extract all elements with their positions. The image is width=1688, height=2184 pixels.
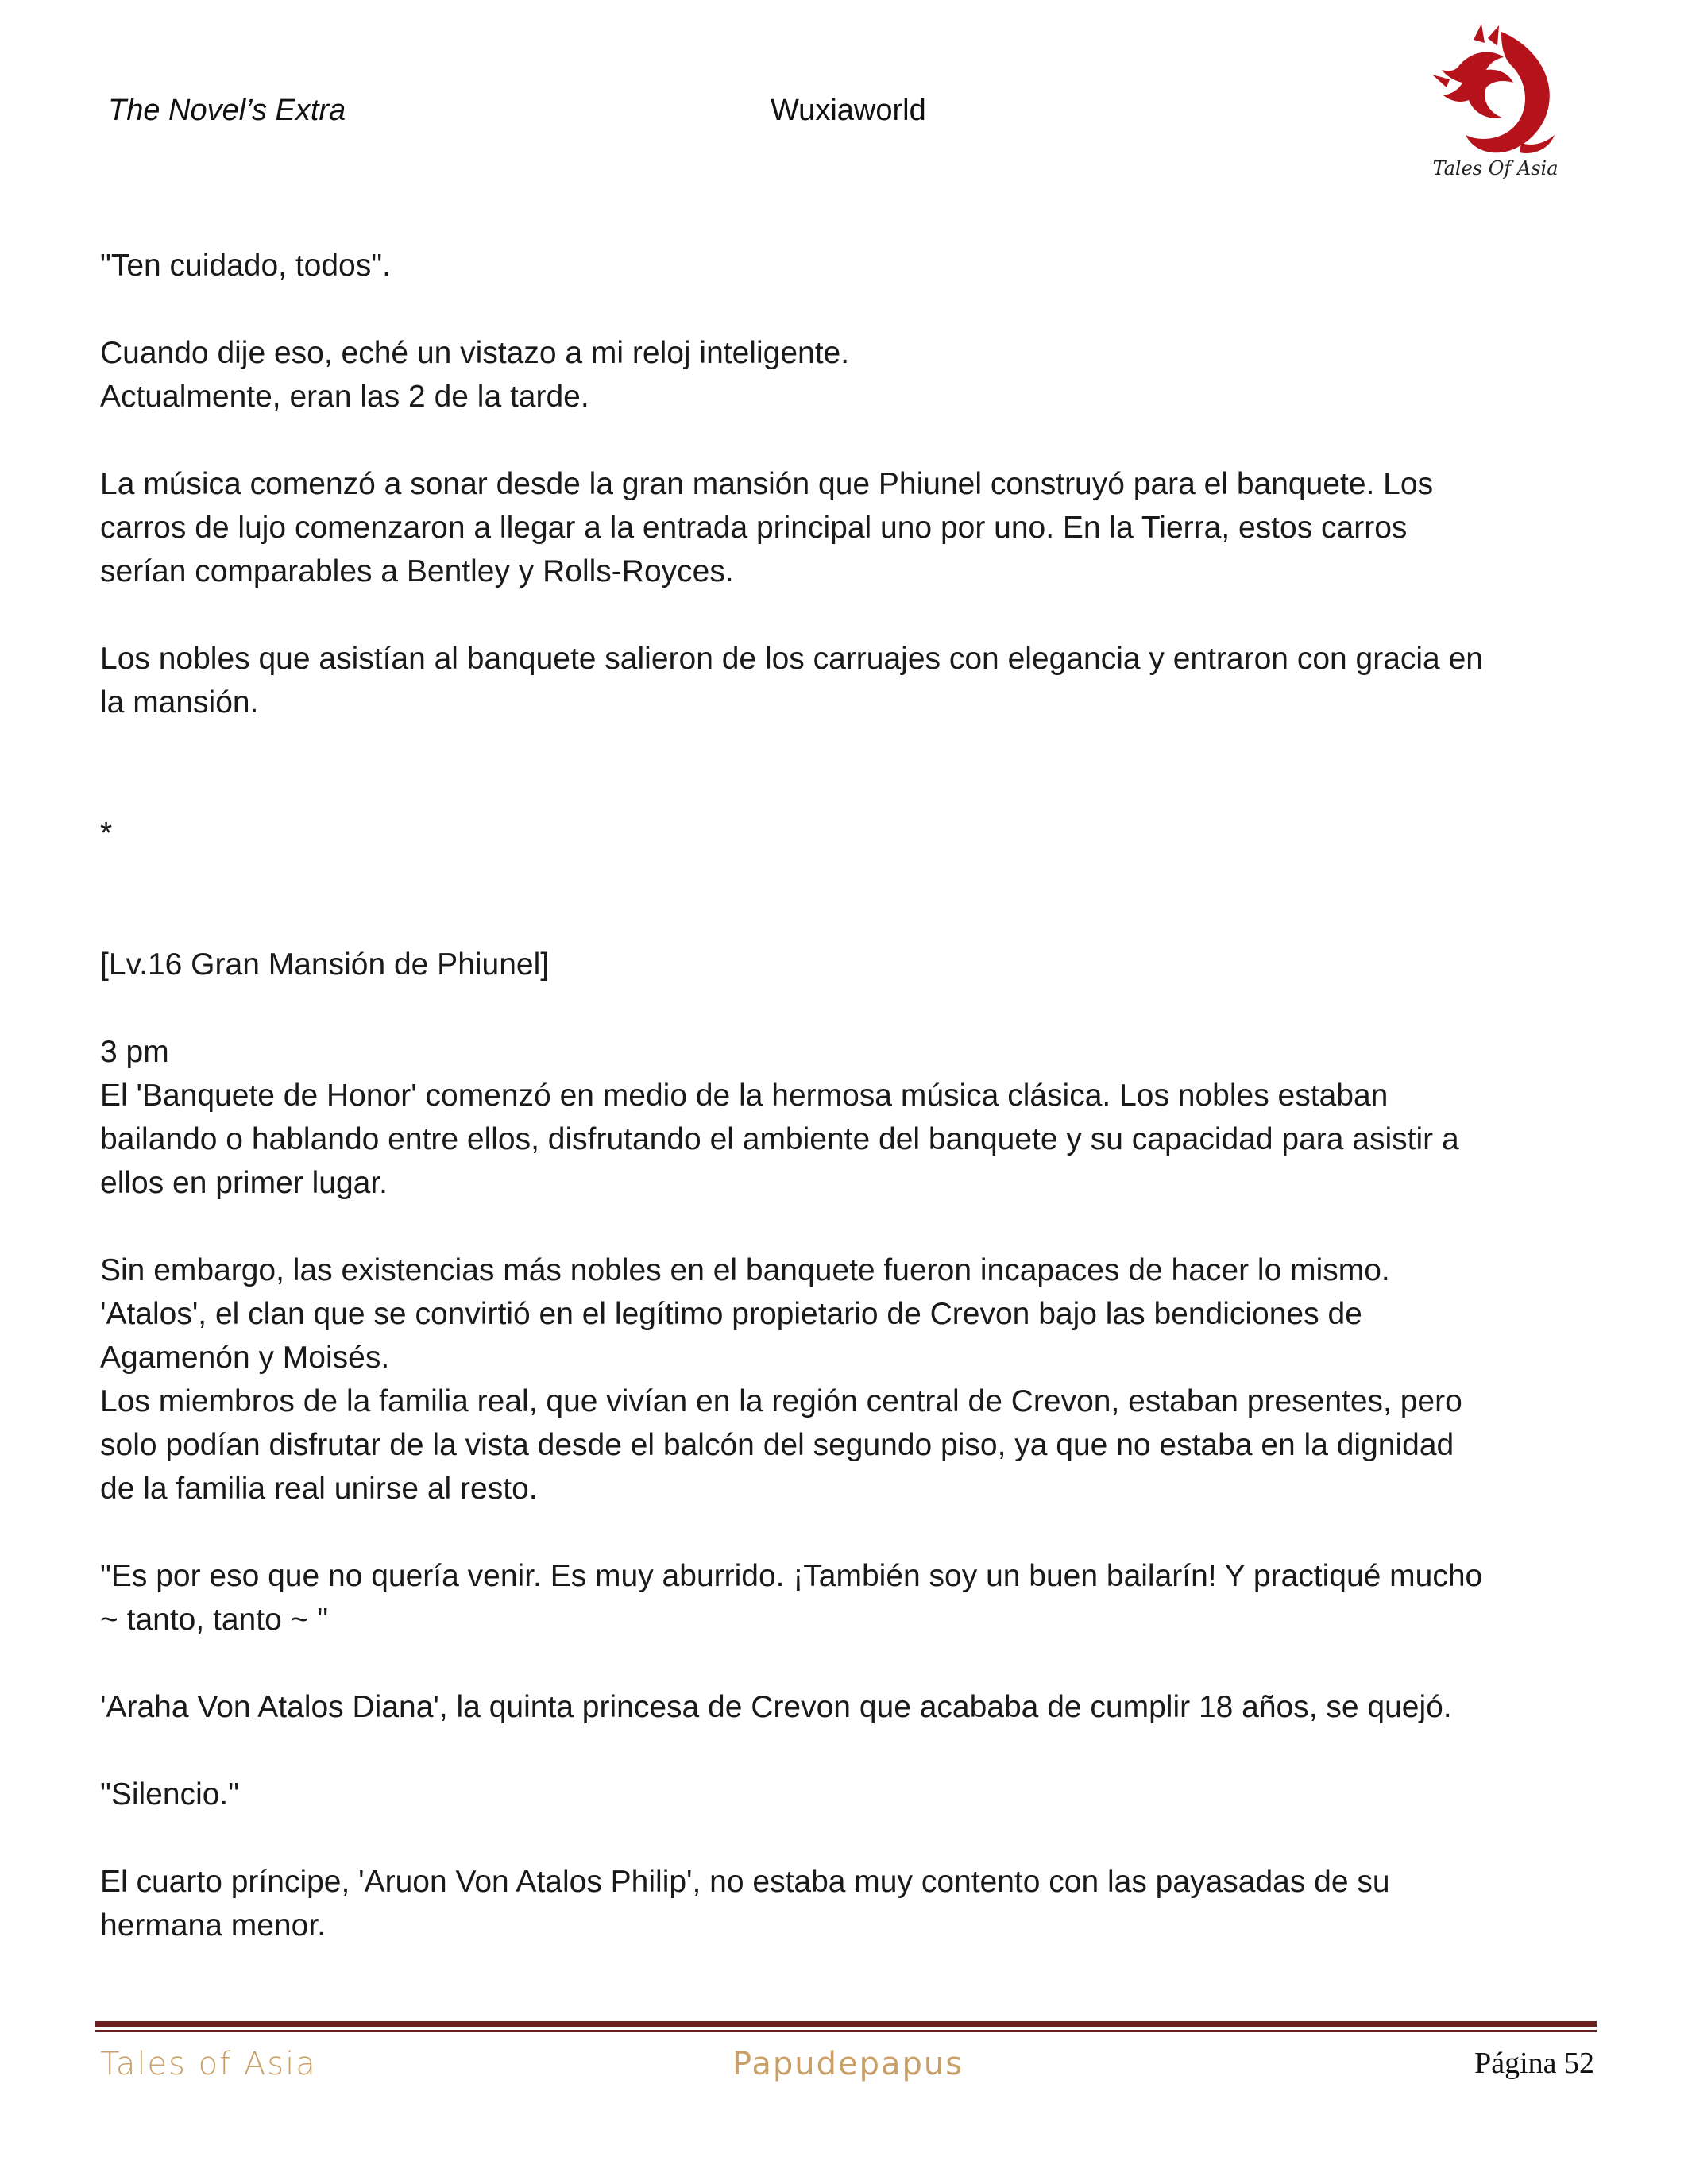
footer-rule-thin: [95, 2030, 1597, 2032]
scene-separator: *: [100, 816, 113, 851]
paragraph: bailando o hablando entre ellos, disfrutando el ambiente del banquete y su capacidad para asistir a: [100, 1122, 1459, 1156]
paragraph: ~ tanto, tanto ~ ": [100, 1603, 329, 1637]
logo-text: Tales Of Asia: [1432, 157, 1559, 179]
footer-publisher: Tales of Asia: [100, 2046, 317, 2082]
paragraph: Agamenón y Moisés.: [100, 1341, 390, 1375]
paragraph: "Silencio.": [100, 1777, 240, 1812]
paragraph: carros de lujo comenzaron a llegar a la entrada principal uno por uno. En la Tierra, estos carros: [100, 511, 1408, 545]
chapter-body: [100, 244, 1593, 1947]
paragraph: "Es por eso que no quería venir. Es muy aburrido. ¡También soy un buen bailarín! Y practiqué mucho: [100, 1559, 1483, 1593]
paragraph: El cuarto príncipe, 'Aruon Von Atalos Philip', no estaba muy contento con las payasadas de su: [100, 1865, 1390, 1899]
footer-rule: [95, 2021, 1597, 2027]
paragraph: de la familia real unirse al resto.: [100, 1472, 538, 1506]
paragraph: Actualmente, eran las 2 de la tarde.: [100, 380, 589, 414]
footer-translator: Papudepapus: [732, 2046, 964, 2082]
paragraph: serían comparables a Bentley y Rolls-Royces.: [100, 554, 734, 588]
paragraph: 'Atalos', el clan que se convirtió en el legítimo propietario de Crevon bajo las bendiciones de: [100, 1297, 1362, 1331]
location-heading: [Lv.16 Gran Mansión de Phiunel]: [100, 947, 550, 982]
paragraph: solo podían disfrutar de la vista desde el balcón del segundo piso, ya que no estaba en la dignidad: [100, 1428, 1454, 1462]
red-dragon-icon: [1426, 24, 1565, 155]
paragraph: Sin embargo, las existencias más nobles en el banquete fueron incapaces de hacer lo mismo.: [100, 1253, 1390, 1287]
page-number: Página 52: [1474, 2047, 1594, 2080]
paragraph: "Ten cuidado, todos".: [100, 249, 391, 283]
paragraph: ellos en primer lugar.: [100, 1166, 388, 1200]
paragraph: Cuando dije eso, eché un vistazo a mi reloj inteligente.: [100, 336, 850, 370]
tales-of-asia-logo: [1426, 24, 1565, 187]
time-label: 3 pm: [100, 1035, 169, 1069]
site-name: Wuxiaworld: [771, 94, 926, 127]
paragraph: La música comenzó a sonar desde la gran mansión que Phiunel construyó para el banquete. Los: [100, 467, 1434, 501]
paragraph: hermana menor.: [100, 1908, 326, 1943]
paragraph: la mansión.: [100, 685, 259, 720]
paragraph: 'Araha Von Atalos Diana', la quinta princesa de Crevon que acababa de cumplir 18 años, se quejó.: [100, 1690, 1452, 1724]
paragraph: Los miembros de la familia real, que vivían en la región central de Crevon, estaban presentes, pero: [100, 1384, 1462, 1418]
novel-title: The Novel’s Extra: [108, 94, 346, 127]
paragraph: El 'Banquete de Honor' comenzó en medio de la hermosa música clásica. Los nobles estaban: [100, 1078, 1389, 1113]
paragraph: Los nobles que asistían al banquete salieron de los carruajes con elegancia y entraron con gracia en: [100, 642, 1483, 676]
